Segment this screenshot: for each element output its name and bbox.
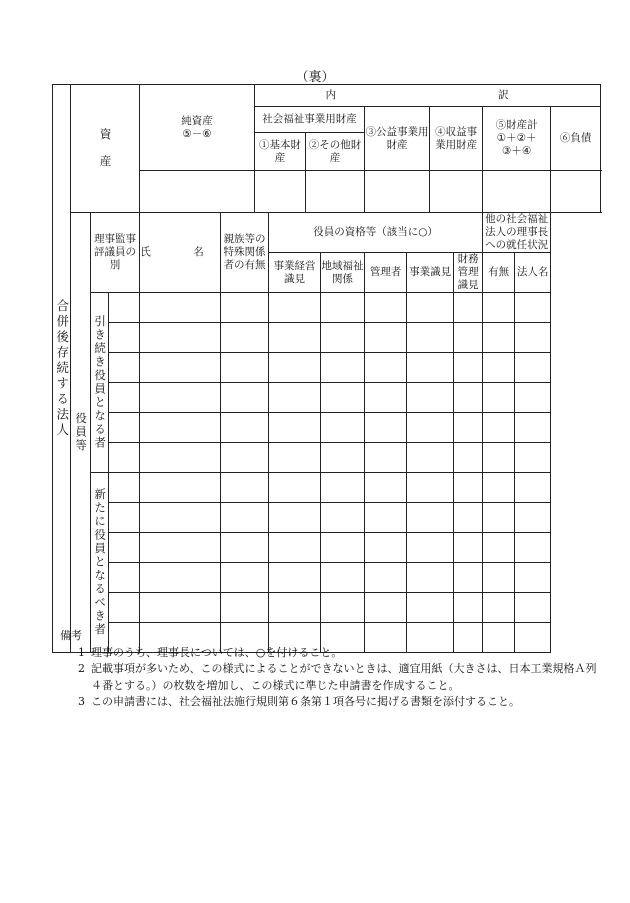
qualification-header: 役員の資格等（該当に○） — [269, 213, 483, 253]
role-cell[interactable] — [109, 293, 140, 323]
qual-cell[interactable] — [454, 443, 483, 473]
qual-cell[interactable] — [321, 383, 365, 413]
breakdown-header-right: 訳 — [407, 85, 601, 107]
relatives-cell[interactable] — [221, 383, 269, 413]
qual-cell[interactable] — [365, 383, 407, 413]
name-cell[interactable] — [140, 473, 221, 503]
presence-cell[interactable] — [483, 353, 515, 383]
role-cell[interactable] — [109, 473, 140, 503]
corp-name-header: 法人名 — [515, 253, 551, 293]
corp-name-cell[interactable] — [515, 353, 551, 383]
other-property-header: ②その他財産 — [306, 133, 365, 171]
qual-cell[interactable] — [321, 323, 365, 353]
name-cell[interactable] — [140, 413, 221, 443]
qual-cell[interactable] — [269, 503, 321, 533]
liabilities-header: ⑥負債 — [551, 107, 601, 171]
relatives-cell[interactable] — [221, 353, 269, 383]
property-total-cell[interactable] — [483, 171, 551, 213]
other-corp-header: 他の社会福祉法人の理事長への就任状況 — [483, 213, 551, 253]
name-cell[interactable] — [140, 503, 221, 533]
presence-cell[interactable] — [483, 323, 515, 353]
qual-cell[interactable] — [365, 323, 407, 353]
qual-cell[interactable] — [454, 503, 483, 533]
name-cell[interactable] — [140, 533, 221, 563]
relatives-cell[interactable] — [221, 503, 269, 533]
qual-cell[interactable] — [454, 293, 483, 323]
qual-cell[interactable] — [365, 443, 407, 473]
role-cell[interactable] — [109, 593, 140, 623]
corp-name-cell[interactable] — [515, 533, 551, 563]
relatives-cell[interactable] — [221, 413, 269, 443]
qual-cell[interactable] — [365, 533, 407, 563]
public-interest-property-header: ③公益事業用財産 — [365, 107, 430, 171]
qual-cell[interactable] — [321, 473, 365, 503]
qual-cell[interactable] — [407, 533, 454, 563]
name-header: 氏 名 — [140, 213, 221, 293]
qual-cell[interactable] — [407, 353, 454, 383]
name-cell[interactable] — [140, 443, 221, 473]
qual-cell[interactable] — [365, 293, 407, 323]
welfare-property-header: 社会福祉事業用財産 — [255, 107, 365, 133]
relatives-header: 親族等の特殊関係者の有無 — [221, 213, 269, 293]
role-cell[interactable] — [109, 563, 140, 593]
qual-cell[interactable] — [407, 443, 454, 473]
application-form-table — [52, 84, 601, 653]
qual-financial-management-header: 財務管理識見 — [454, 253, 483, 293]
role-cell[interactable] — [109, 323, 140, 353]
liabilities-cell[interactable] — [551, 171, 601, 213]
qual-cell[interactable] — [269, 443, 321, 473]
role-cell[interactable] — [109, 533, 140, 563]
presence-cell[interactable] — [483, 473, 515, 503]
basic-property-cell[interactable] — [255, 171, 306, 213]
basic-property-header: ①基本財産 — [255, 133, 306, 171]
qual-cell[interactable] — [407, 563, 454, 593]
qual-cell[interactable] — [454, 563, 483, 593]
qual-cell[interactable] — [321, 533, 365, 563]
qual-cell[interactable] — [454, 383, 483, 413]
corp-name-cell[interactable] — [515, 503, 551, 533]
role-cell[interactable] — [109, 443, 140, 473]
continuing-officers-label: 引き続き役員となる者 — [91, 293, 109, 473]
qual-cell[interactable] — [269, 533, 321, 563]
presence-cell[interactable] — [483, 413, 515, 443]
public-interest-property-cell[interactable] — [365, 171, 430, 213]
corp-name-cell[interactable] — [515, 593, 551, 623]
relatives-cell[interactable] — [221, 593, 269, 623]
qual-cell[interactable] — [365, 473, 407, 503]
assets-side-label: 資 産 — [71, 85, 140, 213]
role-cell[interactable] — [109, 383, 140, 413]
other-property-cell[interactable] — [306, 171, 365, 213]
role-cell[interactable] — [109, 503, 140, 533]
page-title: （裏） — [295, 70, 335, 85]
qual-cell[interactable] — [321, 593, 365, 623]
name-cell[interactable] — [140, 383, 221, 413]
qual-cell[interactable] — [407, 413, 454, 443]
qual-cell[interactable] — [269, 293, 321, 323]
qual-cell[interactable] — [321, 503, 365, 533]
qual-cell[interactable] — [454, 473, 483, 503]
qual-cell[interactable] — [454, 413, 483, 443]
role-type-header: 理事監事評議員の別 — [91, 213, 140, 293]
qual-cell[interactable] — [407, 503, 454, 533]
net-assets-cell[interactable] — [140, 171, 255, 213]
note-item: 2 記載事項が多いため、この様式によることができないときは、適宜用紙（大きさは、日本工業規格Ａ列４番とする。）の枚数を増加し、この様式に準じた申請書を作成すること。 — [78, 662, 597, 692]
presence-cell[interactable] — [483, 443, 515, 473]
relatives-cell[interactable] — [221, 323, 269, 353]
qual-cell[interactable] — [269, 413, 321, 443]
profit-business-property-cell[interactable] — [430, 171, 483, 213]
qual-cell[interactable] — [269, 353, 321, 383]
qual-business-management-header: 事業経営識見 — [269, 253, 321, 293]
qual-cell[interactable] — [321, 443, 365, 473]
qual-cell[interactable] — [269, 593, 321, 623]
qual-cell[interactable] — [269, 383, 321, 413]
presence-cell[interactable] — [483, 593, 515, 623]
new-officers-label: 新たに役員となるべき者 — [91, 473, 109, 653]
name-cell[interactable] — [140, 293, 221, 323]
qual-cell[interactable] — [407, 383, 454, 413]
qual-cell[interactable] — [269, 473, 321, 503]
note-item: 1 理事のうち、理事長については、○を付けること。 — [78, 645, 343, 659]
role-cell[interactable] — [109, 353, 140, 383]
corp-name-cell[interactable] — [515, 443, 551, 473]
presence-cell[interactable] — [483, 383, 515, 413]
qual-cell[interactable] — [454, 353, 483, 383]
note-item: 3 この申請書には、社会福祉法施行規則第６条第１項各号に掲げる書類を添付すること。 — [78, 695, 520, 708]
qual-cell[interactable] — [365, 503, 407, 533]
presence-cell[interactable] — [483, 533, 515, 563]
role-cell[interactable] — [109, 413, 140, 443]
corp-name-cell[interactable] — [515, 563, 551, 593]
surviving-corporation-label: 合併後存続する法人 — [53, 85, 71, 653]
relatives-cell[interactable] — [221, 533, 269, 563]
relatives-cell[interactable] — [221, 443, 269, 473]
presence-cell[interactable] — [483, 293, 515, 323]
qual-cell[interactable] — [321, 413, 365, 443]
qual-cell[interactable] — [365, 563, 407, 593]
corp-name-cell[interactable] — [515, 293, 551, 323]
qual-cell[interactable] — [407, 323, 454, 353]
qual-cell[interactable] — [365, 593, 407, 623]
name-cell[interactable] — [140, 323, 221, 353]
qual-cell[interactable] — [407, 593, 454, 623]
qual-cell[interactable] — [407, 473, 454, 503]
qual-cell[interactable] — [365, 353, 407, 383]
relatives-cell[interactable] — [221, 293, 269, 323]
name-cell[interactable] — [140, 353, 221, 383]
qual-cell[interactable] — [454, 323, 483, 353]
qual-cell[interactable] — [321, 293, 365, 323]
qual-cell[interactable] — [321, 353, 365, 383]
qual-business-knowledge-header: 事業識見 — [407, 253, 454, 293]
notes-section — [60, 628, 603, 711]
qual-community-welfare-header: 地域福祉関係 — [321, 253, 365, 293]
name-cell[interactable] — [140, 563, 221, 593]
qual-cell[interactable] — [407, 293, 454, 323]
officers-side-label: 役員等 — [71, 213, 91, 653]
corp-name-cell[interactable] — [515, 323, 551, 353]
qual-cell[interactable] — [321, 563, 365, 593]
qual-cell[interactable] — [269, 563, 321, 593]
notes-heading: 備考 — [60, 629, 82, 642]
corp-name-cell[interactable] — [515, 473, 551, 503]
property-total-header: ⑤財産計 ①＋②＋ ③＋④ — [483, 107, 551, 171]
breakdown-header-left: 内 — [255, 85, 407, 107]
relatives-cell[interactable] — [221, 563, 269, 593]
presence-cell[interactable] — [483, 563, 515, 593]
qual-cell[interactable] — [365, 413, 407, 443]
qual-cell[interactable] — [454, 593, 483, 623]
name-cell[interactable] — [140, 593, 221, 623]
corp-name-cell[interactable] — [515, 413, 551, 443]
presence-header: 有無 — [483, 253, 515, 293]
corp-name-cell[interactable] — [515, 383, 551, 413]
net-assets-header: 純資産 ⑤－⑥ — [140, 85, 255, 171]
qual-administrator-header: 管理者 — [365, 253, 407, 293]
presence-cell[interactable] — [483, 503, 515, 533]
qual-cell[interactable] — [454, 533, 483, 563]
relatives-cell[interactable] — [221, 473, 269, 503]
qual-cell[interactable] — [269, 323, 321, 353]
profit-business-property-header: ④収益事業用財産 — [430, 107, 483, 171]
